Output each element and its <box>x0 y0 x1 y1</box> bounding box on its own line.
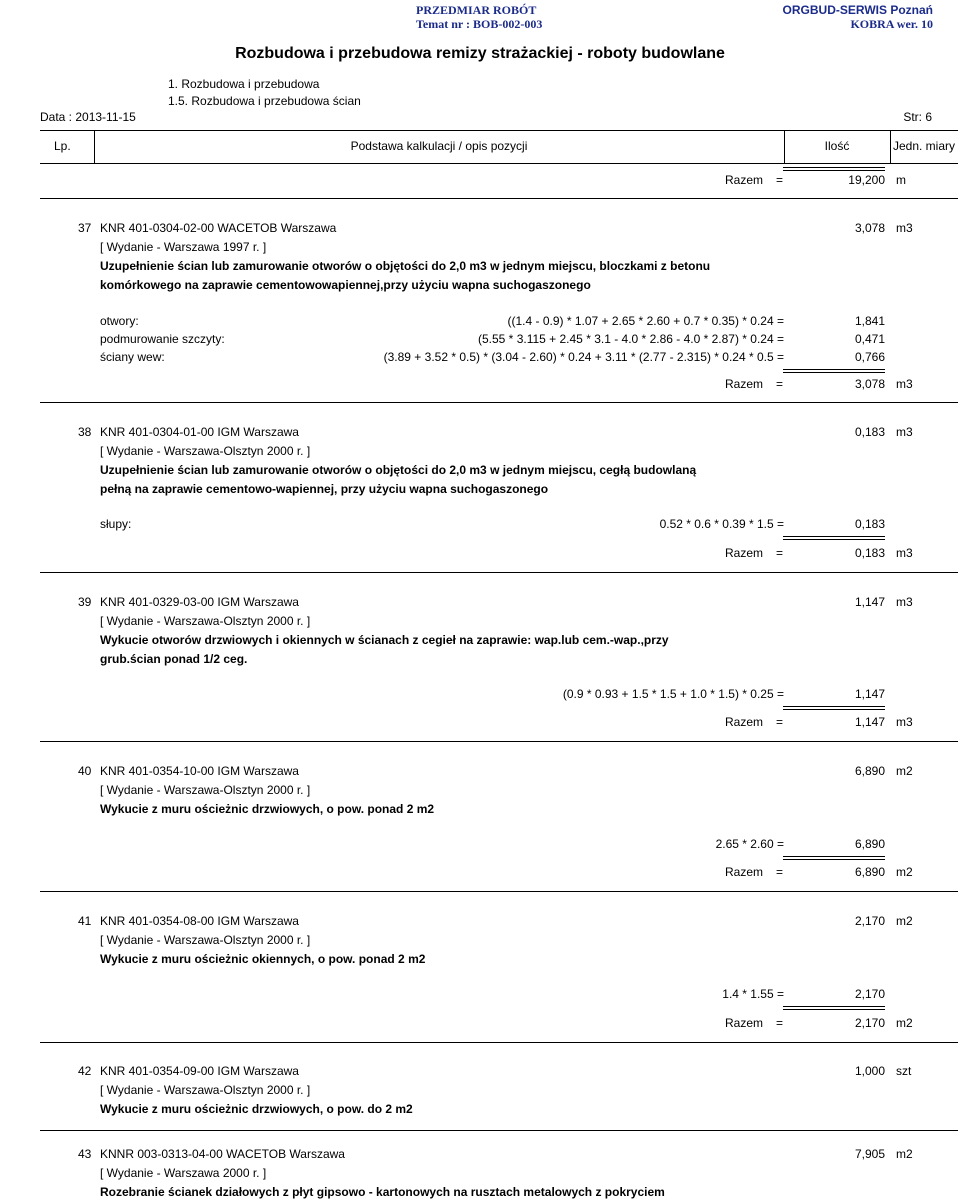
item-lp: 37 <box>78 221 92 235</box>
page-title: Rozbudowa i przebudowa remizy strażackiej - roboty budowlane <box>235 45 725 62</box>
calc-label: podmurowanie szczyty: <box>100 332 225 346</box>
item-code: KNR 401-0304-02-00 WACETOB Warszawa <box>100 221 337 235</box>
calc-value: 0,471 <box>854 332 885 346</box>
item-quantity: 0,183 <box>854 425 885 439</box>
breadcrumb-level-2: 1.5. Rozbudowa i przebudowa ścian <box>168 94 361 108</box>
item-edition: [ Wydanie - Warszawa-Olsztyn 2000 r. ] <box>100 1083 311 1097</box>
item-description-cont: grub.ścian ponad 1/2 ceg. <box>100 652 248 666</box>
calc-formula: 2.65 * 2.60 = <box>715 837 784 851</box>
item-quantity: 7,905 <box>854 1147 885 1161</box>
item-description-cont: komórkowego na zaprawie cementowowapiennej,przy użyciu wapna suchogaszonego <box>100 278 591 292</box>
calc-label: ściany wew: <box>100 350 165 364</box>
calc-formula: (3.89 + 3.52 * 0.5) * (3.04 - 2.60) * 0.24 + 3.11 * (2.77 - 2.315) * 0.24 * 0.5 = <box>383 350 784 364</box>
item-description-cont: pełną na zaprawie cementowo-wapiennej, przy użyciu wapna suchogaszonego <box>100 482 549 496</box>
column-header <box>40 130 958 164</box>
item-unit: m3 <box>896 425 913 439</box>
total-equals: = <box>776 546 784 560</box>
total-unit: m2 <box>896 865 913 879</box>
column-unit: Jedn. miary <box>892 139 956 153</box>
item-edition: [ Wydanie - Warszawa 2000 r. ] <box>100 1166 267 1180</box>
item-edition: [ Wydanie - Warszawa-Olsztyn 2000 r. ] <box>100 614 311 628</box>
total-unit: m3 <box>896 546 913 560</box>
item-edition: [ Wydanie - Warszawa-Olsztyn 2000 r. ] <box>100 444 311 458</box>
total-equals: = <box>776 173 784 187</box>
doc-type: PRZEDMIAR ROBÓT <box>416 3 537 17</box>
calc-value: 0,766 <box>854 350 885 364</box>
total-equals: = <box>776 1016 784 1030</box>
calc-value: 2,170 <box>854 987 885 1001</box>
total-equals: = <box>776 715 784 729</box>
item-lp: 38 <box>78 425 92 439</box>
total-value: 2,170 <box>854 1016 885 1030</box>
item-description: Wykucie otworów drzwiowych i okiennych w ścianach z cegieł na zaprawie: wap.lub cem.-wap.,przy <box>100 633 669 647</box>
total-label: Razem <box>725 1016 764 1030</box>
item-unit: m3 <box>896 221 913 235</box>
item-quantity: 6,890 <box>854 764 885 778</box>
calc-formula: (5.55 * 3.115 + 2.45 * 3.1 - 4.0 * 2.86 - 4.0 * 2.87) * 0.24 = <box>478 332 784 346</box>
calc-formula: ((1.4 - 0.9) * 1.07 + 2.65 * 2.60 + 0.7 * 0.35) * 0.24 = <box>507 314 784 328</box>
total-value: 19,200 <box>848 173 885 187</box>
topic-number: Temat nr : BOB-002-003 <box>416 17 543 31</box>
calc-value: 6,890 <box>854 837 885 851</box>
column-description: Podstawa kalkulacji / opis pozycji <box>350 139 528 153</box>
total-value: 3,078 <box>854 377 885 391</box>
item-edition: [ Wydanie - Warszawa-Olsztyn 2000 r. ] <box>100 933 311 947</box>
column-lp: Lp. <box>54 139 71 153</box>
item-code: KNNR 003-0313-04-00 WACETOB Warszawa <box>100 1147 345 1161</box>
software-version: KOBRA wer. 10 <box>850 17 933 31</box>
total-value: 1,147 <box>854 715 885 729</box>
calc-value: 1,841 <box>854 314 885 328</box>
item-code: KNR 401-0329-03-00 IGM Warszawa <box>100 595 299 609</box>
calc-value: 1,147 <box>854 687 885 701</box>
total-label: Razem <box>725 715 764 729</box>
item-description: Uzupełnienie ścian lub zamurowanie otworów o objętości do 2,0 m3 w jednym miejscu, cegłą budowlaną <box>100 463 697 477</box>
total-value: 6,890 <box>854 865 885 879</box>
item-quantity: 3,078 <box>854 221 885 235</box>
item-edition: [ Wydanie - Warszawa-Olsztyn 2000 r. ] <box>100 783 311 797</box>
total-unit: m3 <box>896 377 913 391</box>
item-code: KNR 401-0354-10-00 IGM Warszawa <box>100 764 299 778</box>
item-description: Rozebranie ścianek działowych z płyt gipsowo - kartonowych na rusztach metalowych z pokryciem <box>100 1185 665 1199</box>
item-lp: 41 <box>78 914 92 928</box>
item-description: Wykucie z muru ościeżnic drzwiowych, o pow. do 2 m2 <box>100 1102 413 1116</box>
calc-formula: (0.9 * 0.93 + 1.5 * 1.5 + 1.0 * 1.5) * 0.25 = <box>562 687 784 701</box>
item-lp: 43 <box>78 1147 92 1161</box>
calc-label: otwory: <box>100 314 139 328</box>
item-unit: m2 <box>896 914 913 928</box>
total-equals: = <box>776 377 784 391</box>
item-description: Wykucie z muru ościeżnic drzwiowych, o pow. ponad 2 m2 <box>100 802 435 816</box>
item-code: KNR 401-0354-08-00 IGM Warszawa <box>100 914 299 928</box>
calc-formula: 1.4 * 1.55 = <box>722 987 784 1001</box>
item-lp: 39 <box>78 595 92 609</box>
calc-value: 0,183 <box>854 517 885 531</box>
page-number: Str: 6 <box>903 110 932 124</box>
item-unit: szt <box>896 1064 912 1078</box>
total-unit: m3 <box>896 715 913 729</box>
document-date: Data : 2013-11-15 <box>40 110 136 124</box>
item-quantity: 1,000 <box>854 1064 885 1078</box>
item-description: Uzupełnienie ścian lub zamurowanie otworów o objętości do 2,0 m3 w jednym miejscu, bloczkami z betonu <box>100 259 711 273</box>
item-lp: 40 <box>78 764 92 778</box>
total-unit: m <box>896 173 906 187</box>
total-label: Razem <box>725 173 764 187</box>
item-unit: m2 <box>896 1147 913 1161</box>
item-code: KNR 401-0304-01-00 IGM Warszawa <box>100 425 299 439</box>
column-quantity: Ilość <box>824 139 850 153</box>
total-label: Razem <box>725 377 764 391</box>
total-label: Razem <box>725 865 764 879</box>
item-quantity: 1,147 <box>854 595 885 609</box>
item-edition: [ Wydanie - Warszawa 1997 r. ] <box>100 240 267 254</box>
company-name: ORGBUD-SERWIS Poznań <box>782 3 933 17</box>
item-code: KNR 401-0354-09-00 IGM Warszawa <box>100 1064 299 1078</box>
total-label: Razem <box>725 546 764 560</box>
calc-label: słupy: <box>100 517 132 531</box>
item-quantity: 2,170 <box>854 914 885 928</box>
calc-formula: 0.52 * 0.6 * 0.39 * 1.5 = <box>659 517 784 531</box>
item-unit: m3 <box>896 595 913 609</box>
total-value: 0,183 <box>854 546 885 560</box>
breadcrumb-level-1: 1. Rozbudowa i przebudowa <box>168 77 320 91</box>
total-equals: = <box>776 865 784 879</box>
item-unit: m2 <box>896 764 913 778</box>
total-unit: m2 <box>896 1016 913 1030</box>
item-description: Wykucie z muru ościeżnic okiennych, o pow. ponad 2 m2 <box>100 952 426 966</box>
item-lp: 42 <box>78 1064 92 1078</box>
